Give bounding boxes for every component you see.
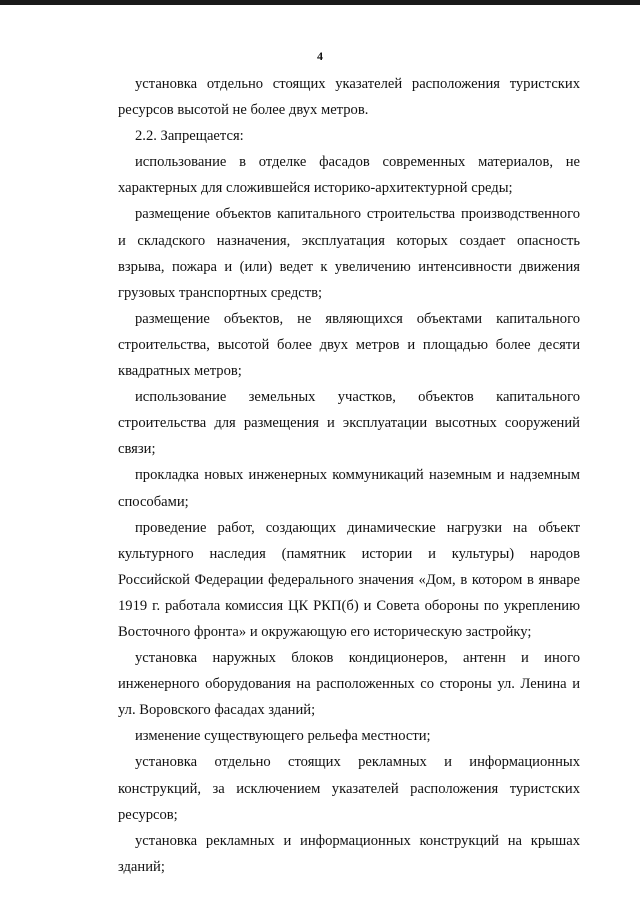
paragraph: использование в отделке фасадов современных материалов, не характерных для сложившейся историко-архитектурной среды; [118,154,580,197]
paragraph: использование земельных участков, объектов капитального строительства для размещения и эксплуатации высотных сооружений связи; [118,389,580,458]
paragraph: установка рекламных и информационных конструкций на крышах зданий; [118,832,580,875]
paragraph: установка наружных блоков кондиционеров, антенн и иного инженерного оборудования на расположенных со стороны ул. Ленина и ул. Воровского фасадах зданий; [118,650,580,719]
paragraph: установка отдельно стоящих рекламных и информационных конструкций, за исключением указателей расположения туристских ресурсов; [118,754,580,823]
paragraph: размещение объектов капитального строительства производственного и складского назначения, эксплуатация которых создает опасность взрыва, пожара и (или) ведет к увеличению интенсивности движения грузовых транспортных средств; [118,206,580,301]
paragraph: размещение объектов, не являющихся объектами капитального строительства, высотой более двух метров и площадью более десяти квадратных метров; [118,310,580,380]
paragraph: установка отдельно стоящих указателей расположения туристских ресурсов высотой не более двух метров. [118,76,580,119]
page-top-border [0,0,640,5]
page-number: 4 [317,49,323,63]
document-body [118,71,580,880]
paragraph: изменение существующего рельефа местности; [135,728,431,745]
paragraph: проведение работ, создающих динамические нагрузки на объект культурного наследия (памятник истории и культуры) народов Российской Федерации федерального значения «Дом, в котором в январе 1919 г. работала комиссия ЦК РКП(б) и Совета обороны по укреплению Восточного фронта» и окружающую его историческую застройку; [118,519,580,640]
paragraph: прокладка новых инженерных коммуникаций наземным и надземным способами; [118,467,580,510]
section-heading: 2.2. Запрещается: [135,128,244,145]
